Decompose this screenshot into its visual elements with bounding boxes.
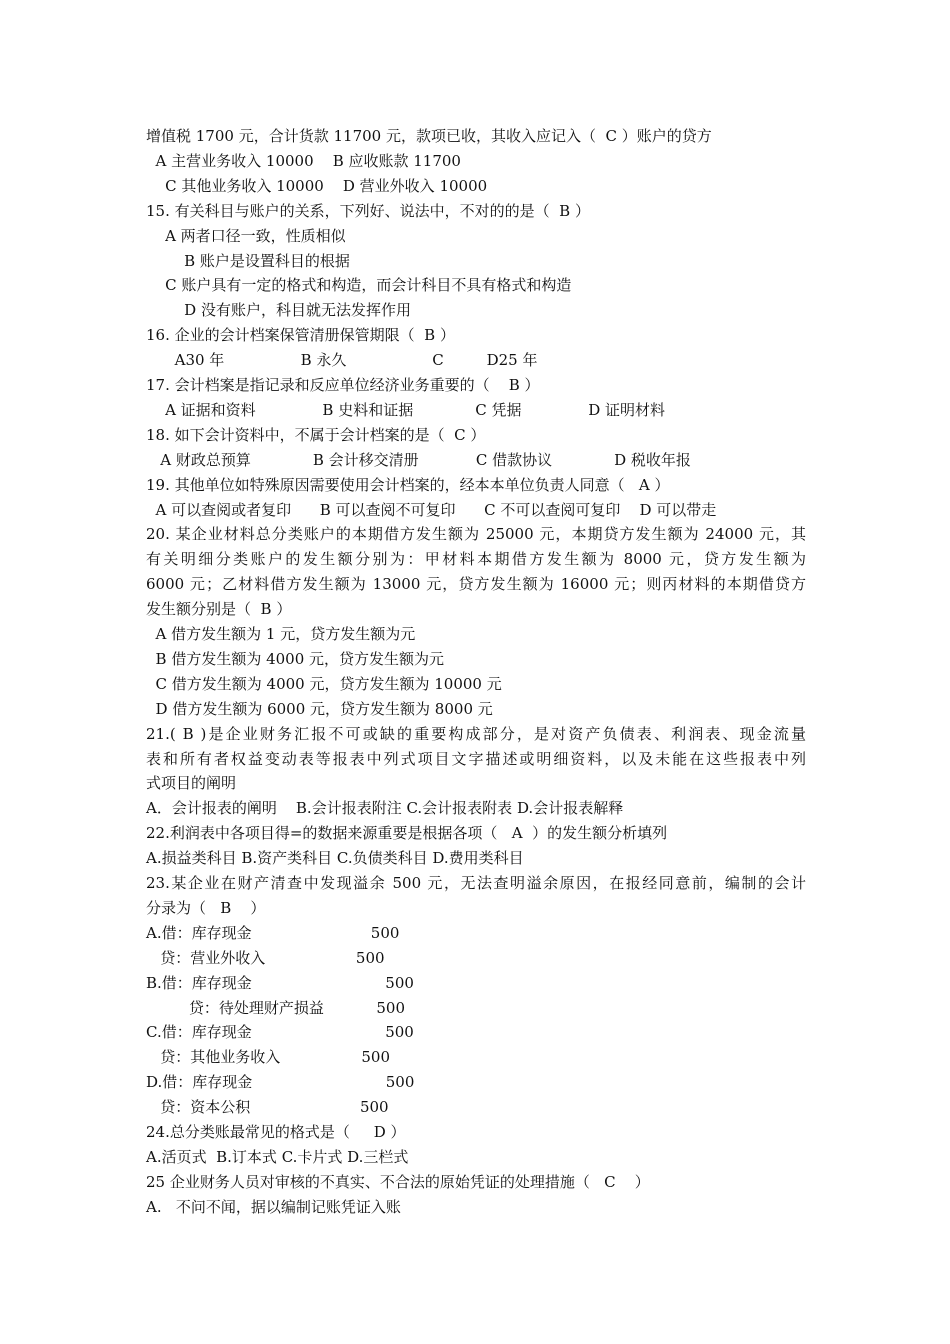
text-line: C 其他业务收入 10000 D 营业外收入 10000 bbox=[146, 176, 488, 195]
text-line: A 财政总预算 B 会计移交清册 C 借款协议 D 税收年报 bbox=[146, 450, 691, 469]
text-line: 发生额分别是（ B ） bbox=[146, 600, 292, 619]
text-line: B.借：库存现金 500 bbox=[146, 973, 414, 992]
text-line: B 账户是设置科目的根据 bbox=[146, 251, 350, 270]
text-line: D 没有账户，科目就无法发挥作用 bbox=[146, 301, 411, 320]
text-line: 有关明细分类账户的发生额分别为：甲材料本期借方发生额为 8000 元，贷方发生额为 bbox=[146, 550, 806, 569]
text-line: 分录为（ B ） bbox=[146, 898, 266, 917]
text-line: 25 企业财务人员对审核的不真实、不合法的原始凭证的处理措施（ C ） bbox=[146, 1172, 650, 1191]
text-line: D.借：库存现金 500 bbox=[146, 1073, 415, 1092]
text-line: A 两者口径一致，性质相似 bbox=[146, 226, 346, 245]
text-line: 18. 如下会计资料中，不属于会计档案的是（ C ） bbox=[146, 425, 486, 444]
text-line: 表和所有者权益变动表等报表中列式项目文字描述或明细资料，以及未能在这些报表中列 bbox=[146, 749, 806, 768]
text-line: D 借方发生额为 6000 元，贷方发生额为 8000 元 bbox=[146, 699, 493, 718]
text-line: C 借方发生额为 4000 元，贷方发生额为 10000 元 bbox=[146, 674, 502, 693]
text-line: 式项目的阐明 bbox=[146, 774, 237, 793]
text-line: 19. 其他单位如特殊原因需要使用会计档案的，经本本单位负责人同意（ A ） bbox=[146, 475, 670, 494]
text-line: 15. 有关科目与账户的关系，下列好、说法中，不对的的是（ B ） bbox=[146, 201, 590, 220]
text-line: 6000 元；乙材料借方发生额为 13000 元，贷方发生额为 16000 元；则丙材料的本期借贷方 bbox=[146, 575, 806, 594]
text-line: B 借方发生额为 4000 元，贷方发生额为元 bbox=[146, 649, 445, 668]
text-line: 贷：营业外收入 500 bbox=[146, 948, 385, 967]
text-line: C 账户具有一定的格式和构造，而会计科目不具有格式和构造 bbox=[146, 276, 572, 295]
text-line: 增值税 1700 元，合计货款 11700 元，款项已收，其收入应记入（ C ）账户的贷方 bbox=[146, 127, 712, 145]
text-line: 21.( B )是企业财务汇报不可或缺的重要构成部分，是对资产负债表、利润表、现金流量 bbox=[146, 724, 806, 743]
text-line: A.借：库存现金 500 bbox=[146, 923, 400, 942]
text-line: 贷：资本公积 500 bbox=[146, 1098, 389, 1117]
text-line: A 借方发生额为 1 元，贷方发生额为元 bbox=[146, 625, 416, 643]
text-line: A. 不问不闻，据以编制记账凭证入账 bbox=[146, 1197, 401, 1216]
text-line: 17. 会计档案是指记录和反应单位经济业务重要的（ B ） bbox=[146, 376, 540, 394]
text-line: 22.利润表中各项目得=的数据来源重要是根据各项（ A ）的发生额分析填列 bbox=[146, 824, 668, 843]
text-line: A 主营业务收入 10000 B 应收账款 11700 bbox=[146, 151, 461, 170]
text-line: 贷：其他业务收入 500 bbox=[146, 1048, 390, 1067]
text-line: 23.某企业在财产清查中发现溢余 500 元，无法查明溢余原因，在报经同意前，编制的会计 bbox=[146, 874, 806, 892]
text-line: A.损益类科目 B.资产类科目 C.负债类科目 D.费用类科目 bbox=[146, 849, 524, 868]
text-line: A 可以查阅或者复印 B 可以查阅不可复印 C 不可以查阅可复印 D 可以带走 bbox=[146, 500, 717, 519]
text-line: A.活页式 B.订本式 C.卡片式 D.三栏式 bbox=[146, 1147, 409, 1166]
text-line: 16. 企业的会计档案保管清册保管期限（ B ） bbox=[146, 326, 455, 345]
text-line: A 证据和资料 B 史料和证据 C 凭据 D 证明材料 bbox=[146, 400, 665, 419]
text-line: C.借：库存现金 500 bbox=[146, 1023, 414, 1042]
text-line: A30 年 B 永久 C D25 年 bbox=[146, 351, 538, 370]
text-line: A．会计报表的阐明 B.会计报表附注 C.会计报表附表 D.会计报表解释 bbox=[146, 799, 624, 818]
text-line: 24.总分类账最常见的格式是（ D ） bbox=[146, 1123, 406, 1141]
text-line: 20. 某企业材料总分类账户的本期借方发生额为 25000 元，本期贷方发生额为 24000 元，其 bbox=[146, 525, 806, 544]
text-line: 贷：待处理财产损益 500 bbox=[146, 998, 405, 1017]
